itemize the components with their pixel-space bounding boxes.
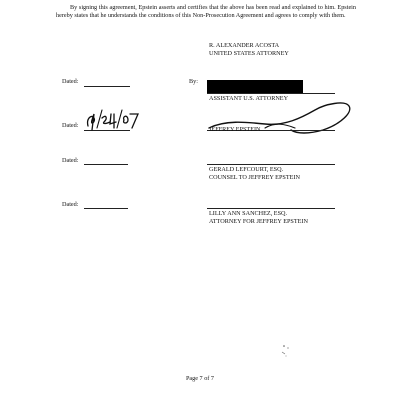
lefcourt-block: [209, 166, 300, 182]
lefcourt-name: GERALD LEFCOURT, ESQ.: [209, 166, 284, 173]
redaction-box: [207, 80, 303, 93]
dated-line-4: [84, 208, 128, 209]
dated-label-2: Dated:: [62, 122, 79, 129]
us-attorney-name: R. ALEXANDER ACOSTA: [209, 42, 280, 49]
sanchez-title: ATTORNEY FOR JEFFREY EPSTEIN: [209, 218, 308, 226]
sanchez-name: LILLY ANN SANCHEZ, ESQ.: [209, 210, 288, 217]
us-attorney-block: [209, 42, 289, 58]
lefcourt-signature-line: [207, 164, 335, 165]
sanchez-block: [209, 210, 308, 226]
dated-line-1: [84, 86, 130, 87]
dated-label-3: Dated:: [62, 157, 79, 164]
us-attorney-title: UNITED STATES ATTORNEY: [209, 50, 289, 58]
dated-label-4: Dated:: [62, 201, 79, 208]
epstein-name: JEFFREY EPSTEIN: [209, 126, 261, 133]
handwritten-date-signature: [84, 104, 144, 134]
by-label: By:: [189, 78, 198, 85]
dated-label-1: Dated:: [62, 78, 79, 85]
by-signature-line: [207, 93, 335, 94]
epstein-signature: [205, 98, 355, 140]
dated-line-3: [84, 164, 128, 165]
certification-paragraph: By signing this agreement, Epstein asserts and certifies that the above has been read and explained to him. Epstein hereby states that he understands the conditions of this Non-Prosecution Agreement and agrees to comply with them.: [56, 4, 356, 20]
sanchez-signature-line: [207, 208, 335, 209]
assistant-us-attorney-title: ASSISTANT U.S. ATTORNEY: [209, 95, 289, 102]
page-number: Page 7 of 7: [185, 375, 214, 382]
lefcourt-title: COUNSEL TO JEFFREY EPSTEIN: [209, 174, 300, 182]
scan-speck-marks: [276, 340, 296, 360]
